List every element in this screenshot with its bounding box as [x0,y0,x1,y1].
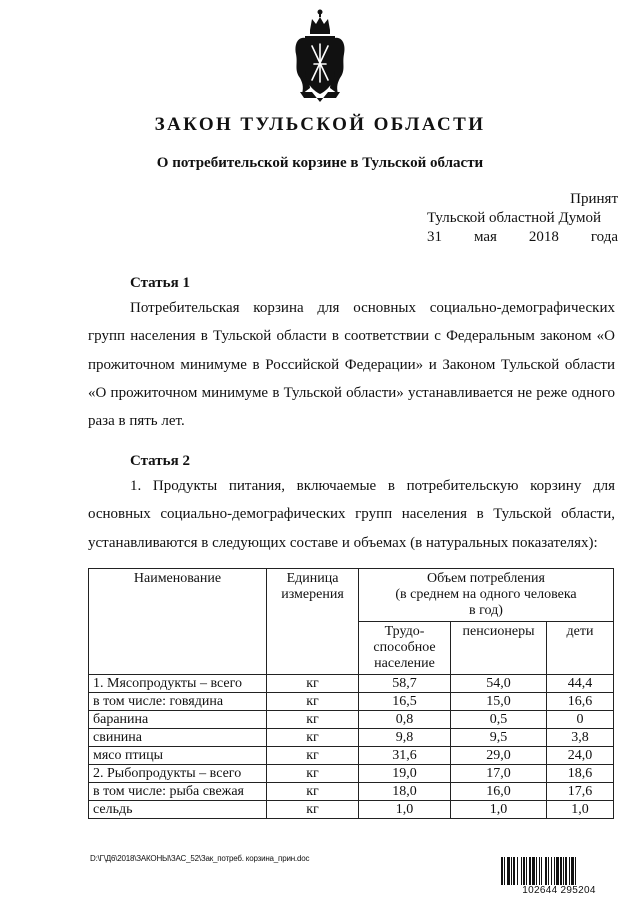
table-row [89,711,614,729]
adoption-day: 31 [427,229,442,245]
cell-children: 3,8 [547,729,614,747]
cell-pensioners: 54,0 [451,675,547,693]
cell-children: 0 [547,711,614,729]
table-row [89,801,614,819]
cell-unit: кг [267,693,359,711]
adoption-year: 2018 [528,229,559,245]
header-pensioners: пенсионеры [451,622,547,675]
table-row [89,783,614,801]
cell-children: 44,4 [547,675,614,693]
cell-working: 18,0 [359,783,451,801]
cell-pensioners: 29,0 [451,747,547,765]
cell-unit: кг [267,729,359,747]
cell-name: 2. Рыбопродукты – всего [89,765,267,783]
header-name: Наименование [89,569,267,675]
cell-pensioners: 17,0 [451,765,547,783]
cell-working: 0,8 [359,711,451,729]
article-1-heading: Статья 1 [130,275,190,291]
cell-working: 58,7 [359,675,451,693]
cell-pensioners: 9,5 [451,729,547,747]
coat-of-arms-icon [290,8,350,106]
cell-children: 18,6 [547,765,614,783]
cell-children: 24,0 [547,747,614,765]
cell-children: 1,0 [547,801,614,819]
law-title: ЗАКОН ТУЛЬСКОЙ ОБЛАСТИ [154,114,486,135]
cell-unit: кг [267,747,359,765]
cell-children: 17,6 [547,783,614,801]
cell-children: 16,6 [547,693,614,711]
table-row [89,675,614,693]
table-row [89,765,614,783]
cell-name: в том числе: говядина [89,693,267,711]
cell-name: мясо птицы [89,747,267,765]
cell-working: 1,0 [359,801,451,819]
header-working-population: Трудо- способное население [359,622,451,675]
cell-name: баранина [89,711,267,729]
law-subtitle: О потребительской корзине в Тульской области [156,155,484,171]
cell-working: 16,5 [359,693,451,711]
cell-unit: кг [267,711,359,729]
adoption-date [427,228,618,247]
cell-unit: кг [267,801,359,819]
adoption-year-word: года [590,229,618,245]
adopted-label: Принят [570,191,618,207]
cell-unit: кг [267,783,359,801]
cell-working: 31,6 [359,747,451,765]
cell-pensioners: 16,0 [451,783,547,801]
cell-name: сельдь [89,801,267,819]
cell-working: 9,8 [359,729,451,747]
cell-pensioners: 0,5 [451,711,547,729]
table-row [89,729,614,747]
cell-pensioners: 15,0 [451,693,547,711]
cell-unit: кг [267,765,359,783]
article-2-heading: Статья 2 [130,453,190,469]
consumer-basket-table [88,568,614,819]
cell-name: свинина [89,729,267,747]
header-children: дети [547,622,614,675]
adoption-month: мая [473,229,497,245]
adopted-by: Тульской областной Думой [427,210,602,226]
header-volume: Объем потребления (в среднем на одного человека в год) [359,569,614,622]
article-1-text: Потребительская корзина для основных социально-демографических групп населения в Тульской области в соответствии с Федеральным законом «О прожиточном минимуме в Российской Федерации» и Законом Тульской области «О прожиточном минимуме в Тульской области» устанавливается не реже одного раза в пять лет. [88,300,615,430]
table-row [89,747,614,765]
cell-pensioners: 1,0 [451,801,547,819]
file-path: D:\Г\Д6\2018\ЗАКОНЫ\ЗАС_52\Зак_потреб. корзина_прин.doc [90,854,310,863]
cell-name: в том числе: рыба свежая [89,783,267,801]
table-row [89,693,614,711]
article-2-text: 1. Продукты питания, включаемые в потребительскую корзину для основных социально-демографических групп населения в Тульской области, устанавливаются в следующих составе и объемах (в натуральных показателях): [88,478,615,551]
cell-name: 1. Мясопродукты – всего [89,675,267,693]
adoption-block [427,190,618,247]
cell-working: 19,0 [359,765,451,783]
barcode-number: 102644 295204 [500,885,618,896]
header-unit: Единица измерения [267,569,359,675]
cell-unit: кг [267,675,359,693]
